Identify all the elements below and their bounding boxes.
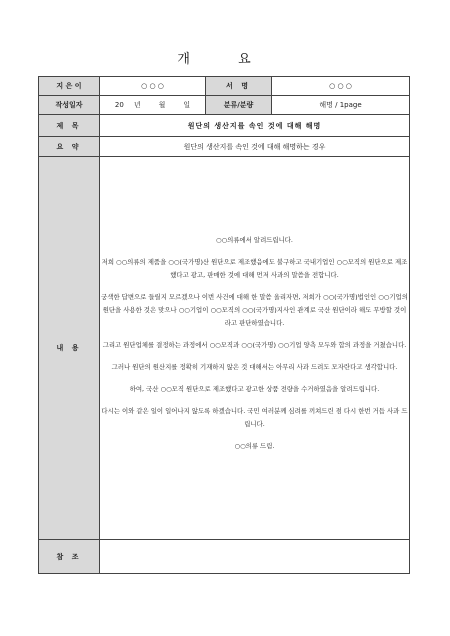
content-paragraph: ○○의류 드림.: [234, 442, 275, 450]
signature-value[interactable]: ○ ○ ○: [272, 77, 410, 96]
author-row: [39, 77, 410, 96]
date-year-unit: 년: [133, 101, 141, 109]
author-value[interactable]: ○ ○ ○: [100, 77, 206, 96]
overview-form: [38, 76, 410, 574]
author-label: 지 은 이: [39, 77, 100, 96]
reference-value[interactable]: [100, 540, 410, 574]
summary-row: [39, 137, 410, 157]
date-row: [39, 96, 410, 115]
date-day-unit: 일: [183, 101, 191, 109]
content-paragraph: 그리고 원단업체를 결정하는 과정에서 ○○모직과 ○○(국가명) ○○기업 양측 모두와 합의 과정을 거쳤습니다.: [102, 341, 407, 349]
category-value[interactable]: 해명 / 1page: [272, 96, 410, 115]
subject-value[interactable]: 원단의 생산지를 속인 것에 대해 해명: [100, 115, 410, 137]
subject-label: 제 목: [39, 115, 100, 137]
page-title: 개 요: [177, 52, 273, 67]
content-body[interactable]: [100, 157, 410, 540]
content-paragraph: 그러나 원단의 원산지를 정확히 기재하지 않은 것 대해서는 아무리 사과 드려도 모자란다고 생각합니다.: [111, 363, 398, 371]
date-month-unit: 월: [158, 101, 166, 109]
reference-row: [39, 540, 410, 574]
reference-label: 참 조: [39, 540, 100, 574]
content-paragraph: 저희 ○○의류의 제품을 ○○(국가명)산 원단으로 제조했음에도 불구하고 국내기업인 ○○모직의 원단으로 제조했다고 광고, 판매한 것에 대해 먼저 사과의 말씀을 전합니다.: [101, 258, 408, 279]
content-label: 내 용: [39, 157, 100, 540]
content-paragraph: 하여, 국산 ○○모직 원단으로 제조했다고 광고한 상품 전량을 수거하였음을 알려드립니다.: [129, 385, 380, 393]
content-paragraph: ○○의류에서 알려드립니다.: [216, 236, 293, 244]
content-row: [39, 157, 410, 540]
summary-label: 요 약: [39, 137, 100, 157]
subject-row: [39, 115, 410, 137]
summary-value[interactable]: 원단의 생산지를 속인 것에 대해 해명하는 경우: [100, 137, 410, 157]
date-value[interactable]: [100, 96, 206, 115]
category-label: 분류/분량: [206, 96, 272, 115]
content-paragraph: 다시는 이와 같은 일이 일어나지 않도록 하겠습니다. 국민 여러분께 심려를 끼쳐드린 점 다시 한번 거듭 사과 드립니다.: [101, 407, 408, 428]
date-year: 20: [114, 101, 124, 109]
content-paragraph: 궁색한 답변으로 들릴지 모르겠으나 이번 사건에 대해 한 말씀 올리자면, 저희가 ○○(국가명)법인인 ○○기업의 원단을 사용한 것은 맞으나 ○○기업이 ○○모직의 ○○(국가명)지사인 관계로 국산 원단이라 해도 무방할 것이라고 판단하였습니다.: [101, 293, 408, 327]
date-label: 작성일자: [39, 96, 100, 115]
signature-label: 서 명: [206, 77, 272, 96]
